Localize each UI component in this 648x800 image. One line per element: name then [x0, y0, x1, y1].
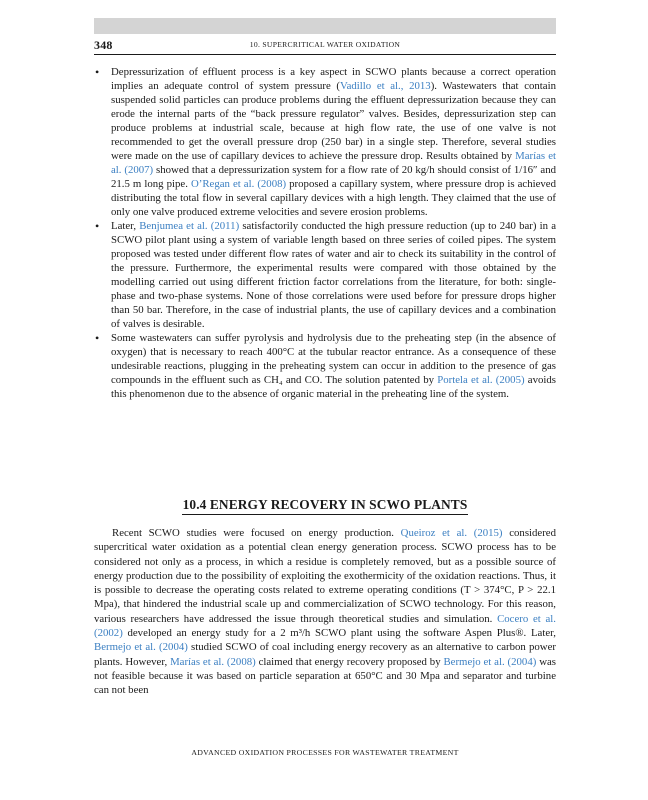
- citation-link[interactable]: Bermejo et al. (2004): [94, 641, 188, 654]
- citation-link[interactable]: Vadillo et al., 2013: [339, 80, 431, 92]
- citation-link[interactable]: Bermejo et al. (2004): [443, 655, 537, 668]
- citation-link[interactable]: Portela et al. (2005): [437, 374, 525, 386]
- section-heading: [94, 496, 556, 515]
- text-run: studied SCWO of coal including energy recovery as an alternative to carbon power plants. However,: [94, 641, 556, 668]
- text-run: was not feasible because it was based on particle separation at 650°C and 30 Mpa and separator and turbine can not been: [94, 655, 556, 697]
- running-head: 10. SUPERCRITICAL WATER OXIDATION: [249, 40, 401, 49]
- citation-link[interactable]: Cocero et al. (2002): [94, 612, 556, 640]
- citation-link[interactable]: Marías et al. (2007): [111, 150, 556, 176]
- text-run: Depressurization of effluent process is a key aspect in SCWO plants because a correct operation implies an adequate control of system pressure (: [111, 66, 556, 92]
- page-number: 348: [94, 38, 113, 52]
- text-run: ). Wastewaters that contain suspended solid particles can produce problems during the effluent depressurization because they can erode the internal parts of the “back pressure regulator” valves. Besides, depressurization step can produce problems at industrial scale, because at high flow rate, the use of one valve is not recommended to get the overall pressure drop (250 bar) in a single step. Therefore, several studies were made on the use of capillary devices to achieve the pressure drop. Results obtained by: [111, 80, 556, 162]
- citation-link[interactable]: Queiroz et al. (2015): [400, 527, 503, 539]
- text-run: proposed a capillary system, where pressure drop is achieved distributing the total flow in several capillary devices with a high length. They claimed that the use of only one valve produced extreme velocities and severe erosion problems.: [111, 178, 557, 218]
- citation-link[interactable]: Marías et al. (2008): [170, 655, 256, 668]
- list-item: [94, 65, 556, 219]
- citation-link[interactable]: O’Regan et al. (2008): [190, 178, 287, 190]
- text-run: avoids this phenomenon due to the absence of organic material in the preheating line of the system.: [111, 374, 556, 400]
- list-item: [94, 219, 556, 331]
- page-header: [94, 38, 556, 55]
- text-run: considered supercritical water oxidation as a potential clean energy generation process. SCWO process has to be considered not only as a process, in which a residue is completely removed, but as a possible source of energy production due to the possibility of exploiting the exothermicity of the oxidation reactions. Thus, it is possible to decrease the operating costs related to extreme operating conditions (T > 374°C, P > 22.1 Mpa), that hindered the industrial scale up and commercialization of SCWO technology. For this reason, various researchers have addressed the issue through theoretical studies and simulation.: [94, 527, 556, 625]
- header-bar: [94, 18, 556, 34]
- text-run: claimed that energy recovery proposed by: [255, 655, 444, 668]
- section-title: 10.4 ENERGY RECOVERY IN SCWO PLANTS: [182, 497, 469, 515]
- bullet-list: [94, 65, 556, 401]
- text-run: Later,: [111, 220, 140, 232]
- text-run: Recent SCWO studies were focused on energy production.: [112, 527, 401, 539]
- body-paragraph: [94, 526, 556, 698]
- text-run: Some wastewaters can suffer pyrolysis and hydrolysis due to the preheating step (in the absence of oxygen) that is necessary to reach 400°C at the tubular reactor entrance. As a consequence of these undesirable reactions, plugging in the preheating system can occur in addition to the presence of gas compounds in the effluent such as CH₄ and CO. The solution patented by: [111, 332, 556, 386]
- page-footer: ADVANCED OXIDATION PROCESSES FOR WASTEWATER TREATMENT: [191, 748, 459, 757]
- text-run: satisfactorily conducted the high pressure reduction (up to 240 bar) in a SCWO pilot plant using a system of variable length based on three series of coiled pipes. The system proposed was tested under different flow rates of water and air to check its suitability in the control of the pressure. Furthermore, the experimental results were compared with those obtained by the modelling carried out using different friction factor correlations from the literature, for both: single-phase and two-phase systems. None of those correlations were used before for pressure drops higher than 50 bar. Therefore, in the case of industrial plants, the use of capillary devices and a combination of valves is desirable.: [111, 220, 557, 330]
- text-run: showed that a depressurization system for a flow rate of 20 kg/h should consist of 1/16″ and 21.5 m long pipe.: [111, 164, 556, 190]
- citation-link[interactable]: Benjumea et al. (2011): [139, 220, 240, 232]
- list-item: [94, 331, 556, 401]
- text-run: developed an energy study for a 2 m³/h SCWO plant using the software Aspen Plus®. Later,: [122, 627, 556, 640]
